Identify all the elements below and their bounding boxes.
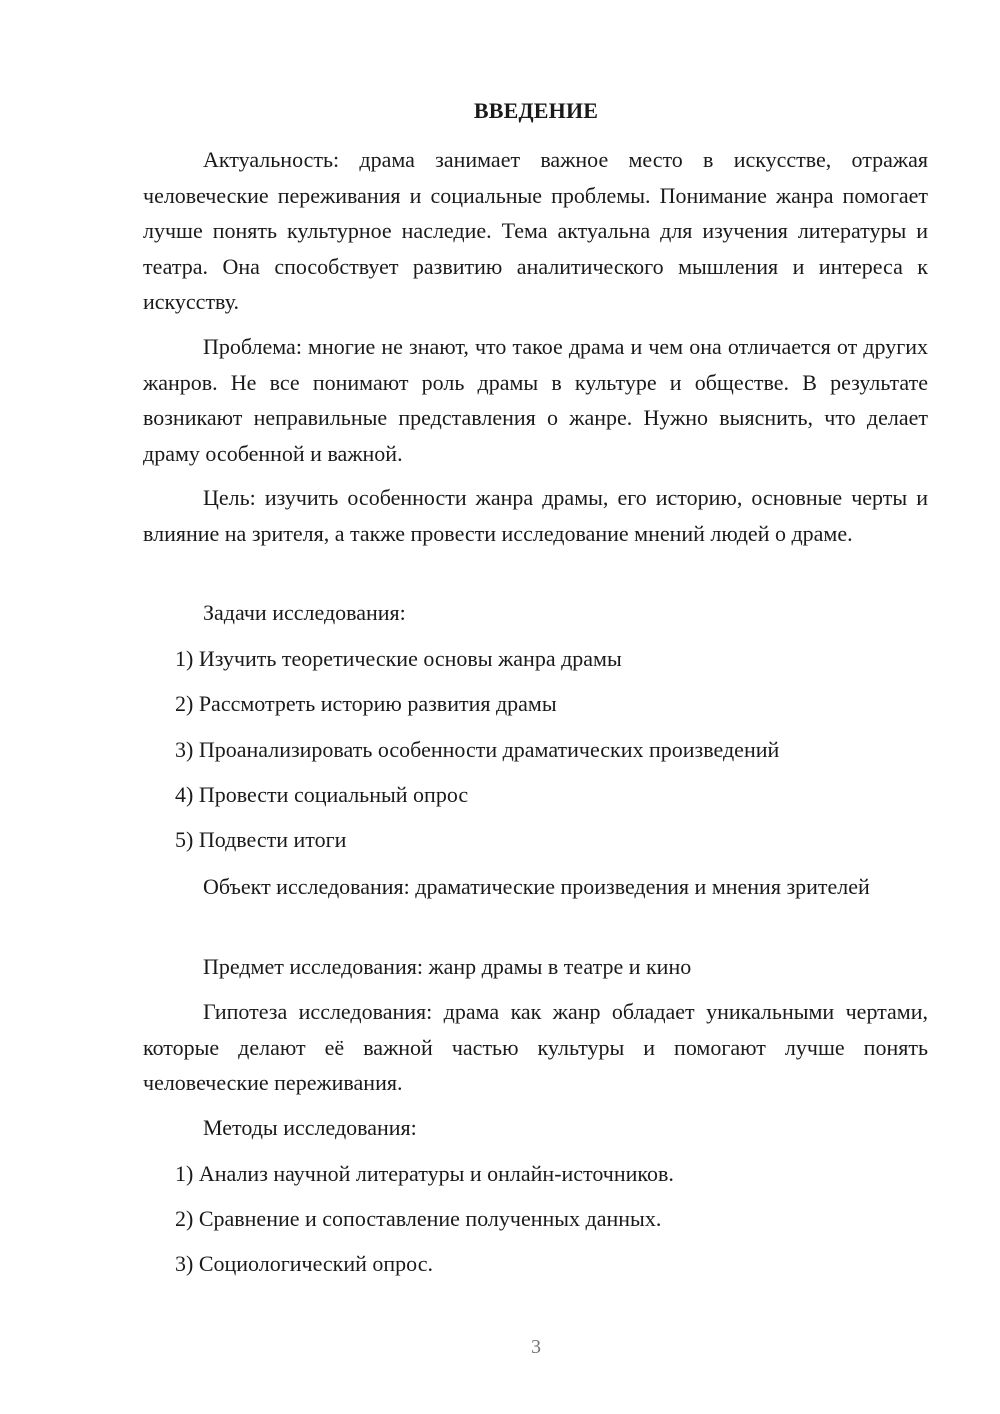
tasks-heading: Задачи исследования: [203, 600, 406, 625]
page-title: ВВЕДЕНИЕ [473, 98, 599, 123]
relevance-paragraph: Актуальность: драма занимает важное место в искусстве, отражая человеческие переживания и социальные проблемы. Понимание жанра помогает лучше понять культурное наследие. Тема актуальна для изучения литературы и театра. Она способствует развитию аналитического мышления и интереса к искусству. [143, 147, 928, 314]
goal-paragraph-block [143, 480, 928, 551]
methods-heading-block [143, 1110, 928, 1146]
page-number: 3 [531, 1336, 541, 1358]
hypothesis-paragraph-block [143, 994, 928, 1101]
subject-paragraph-block [143, 949, 928, 985]
list-item: 2) Рассмотреть историю развития драмы [175, 691, 557, 716]
task-item-block-4 [143, 777, 928, 813]
method-item-block-3 [143, 1246, 928, 1282]
object-paragraph-block [143, 869, 928, 905]
task-item-block-1 [143, 641, 928, 677]
list-item: 1) Изучить теоретические основы жанра драмы [175, 646, 622, 671]
hypothesis-paragraph: Гипотеза исследования: драма как жанр обладает уникальными чертами, которые делают её важной частью культуры и помогают лучше понять человеческие переживания. [143, 999, 928, 1095]
list-item: 4) Провести социальный опрос [175, 782, 469, 807]
problem-paragraph: Проблема: многие не знают, что такое драма и чем она отличается от других жанров. Не все понимают роль драмы в культуре и обществе. В результате возникают неправильные представления о жанре. Нужно выяснить, что делает драму особенной и важной. [143, 334, 928, 466]
relevance-paragraph-block [143, 142, 928, 320]
list-item: 2) Сравнение и сопоставление полученных данных. [175, 1206, 662, 1231]
task-item-block-2 [143, 686, 928, 722]
list-item: 1) Анализ научной литературы и онлайн-источников. [175, 1161, 674, 1186]
task-item-block-3 [143, 732, 928, 768]
problem-paragraph-block [143, 329, 928, 471]
list-item: 3) Проанализировать особенности драматических произведений [175, 737, 780, 762]
method-item-block-1 [143, 1156, 928, 1192]
tasks-heading-block [143, 595, 928, 631]
methods-heading: Методы исследования: [203, 1115, 417, 1140]
subject-paragraph: Предмет исследования: жанр драмы в театре и кино [203, 954, 692, 979]
list-item: 3) Социологический опрос. [175, 1251, 433, 1276]
method-item-block-2 [143, 1201, 928, 1237]
task-item-block-5 [143, 822, 928, 858]
goal-paragraph: Цель: изучить особенности жанра драмы, его историю, основные черты и влияние на зрителя, а также провести исследование мнений людей о драме. [143, 485, 928, 546]
list-item: 5) Подвести итоги [175, 827, 347, 852]
object-paragraph: Объект исследования: драматические произведения и мнения зрителей [203, 874, 870, 899]
